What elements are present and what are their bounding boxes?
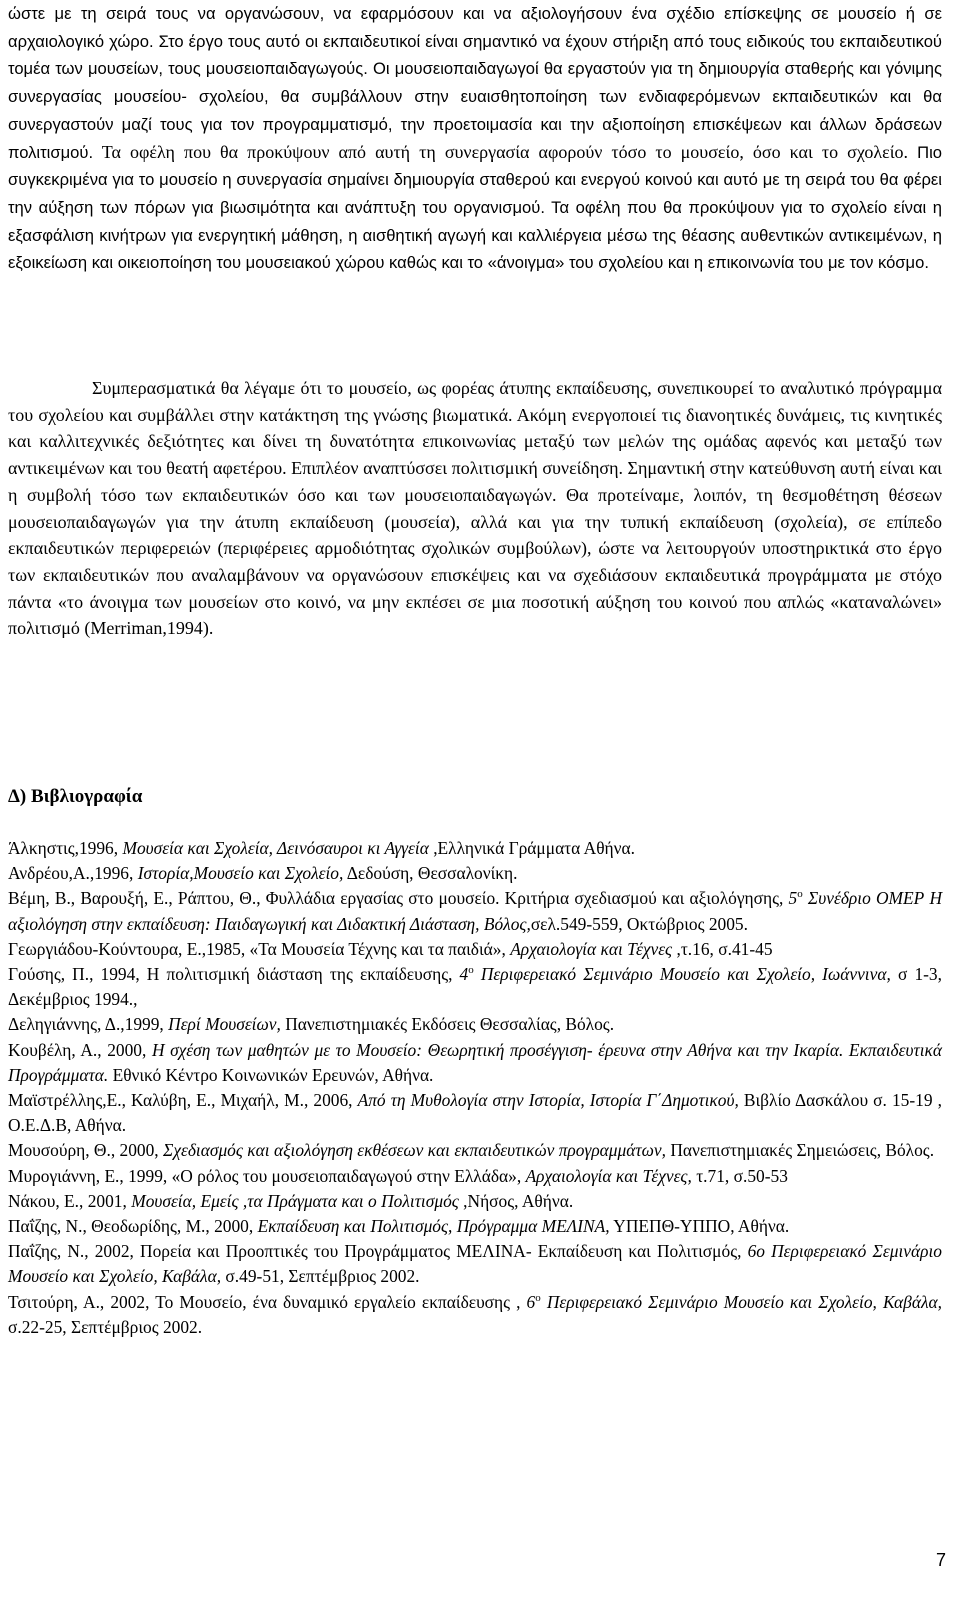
- bibliography-entry-text: Μουσούρη, Θ., 2000,: [8, 1140, 163, 1161]
- bibliography-entry-text: Περιφερειακό Σεμινάριο Μουσείο και Σχολείο, Καβάλα,: [540, 1291, 942, 1312]
- paragraph-text-sans: ώστε με τη σειρά τους να οργανώσουν, να εφαρμόσουν και να αξιολογήσουν ένα σχέδιο επίσκεψης σε μουσείο ή σε αρχαιολογικό χώρο. Στο έργο τους αυτό οι εκπαιδευτικοί είναι σημαντικό να έχουν στήριξη από τους ειδικούς του εκπαιδευτικού τομέα των μουσείων, τους μουσειοπαιδαγωγούς. Οι μουσειοπαιδαγωγοί θα εργαστούν για τη δημιουργία σταθερής και γόνιμης συνεργασίας μουσείου- σχολείου, θα συμβάλλουν στην ευαισθητοποίηση των ενδιαφερόμενων εκπαιδευτικών και θα συνεργαστούν μαζί τους για τον προγραμματισμό, την προετοιμασία και την αξιοποίηση επισκέψεων και άλλων δράσεων πολιτισμού.: [8, 4, 942, 162]
- bibliography-entry-text: ΥΠΕΠΘ-ΥΠΠΟ, Αθήνα.: [609, 1216, 790, 1237]
- bibliography-entry-text: 5: [788, 888, 798, 909]
- bibliography-entry-text: Δεληγιάννης, Δ.,1999,: [8, 1014, 169, 1035]
- paragraph-text-sans-2: Πιο συγκεκριμένα για το μουσείο η συνεργασία σημαίνει δημιουργία σταθερού και ενεργού κοινού και αυτό με τη σειρά του θα φέρει την αύξηση των πόρων για βιωσιμότητα και ανάπτυξη του οργανισμού. Τα οφέλη που θα προκύψουν για το σχολείο είναι η εξασφάλιση κινήτρων για ενεργητική μάθηση, η αισθητική αγωγή και καλλιέργεια μέσω της θέασης αυθεντικών αντικειμένων, η εξοικείωση και οικειοποίηση του μουσειακού χώρου καθώς και το «άνοιγμα» του σχολείου και η επικοινωνία του με τον κόσμο.: [8, 142, 942, 273]
- bibliography-entry-text: Εθνικό Κέντρο Κοινωνικών Ερευνών, Αθήνα.: [108, 1064, 434, 1085]
- bibliography-entry-text: Παΐζης, Ν., Θεοδωρίδης, Μ., 2000,: [8, 1216, 258, 1237]
- paragraph-museum-school-cooperation: [8, 0, 942, 277]
- bibliography-entry-text: Μαϊστρέλλης,Ε., Καλύβη, Ε., Μιχαήλ, Μ., 2006,: [8, 1090, 358, 1111]
- bibliography-entry-text: Περιφερειακό Σεμινάριο Μουσείο και Σχολείο, Ιωάννινα,: [473, 964, 891, 985]
- bibliography-entry-text: Δεδούση, Θεσσαλονίκη.: [343, 863, 518, 884]
- bibliography-entry-text: Μουσεία, Εμείς ,τα Πράγματα και ο Πολιτισμός: [131, 1190, 459, 1211]
- bibliography-entry: [8, 1138, 942, 1163]
- bibliography-entry-text: σελ.549-559, Οκτώβριος 2005.: [530, 913, 748, 934]
- bibliography-entry: [8, 1038, 942, 1088]
- section-heading-bibliography: Δ) Βιβλιογραφία: [8, 786, 143, 807]
- bibliography-entry: [8, 1012, 942, 1037]
- bibliography-entry: [8, 886, 942, 936]
- bibliography-entry: [8, 1189, 942, 1214]
- bibliography-entry-text: Γεωργιάδου-Κούντουρα, Ε.,1985, «Τα Μουσεία Τέχνης και τα παιδιά»,: [8, 938, 511, 959]
- bibliography-entry: [8, 962, 942, 1012]
- bibliography-entry-text: ,Νήσος, Αθήνα.: [458, 1190, 574, 1211]
- bibliography-entry-text: Πανεπιστημιακές Εκδόσεις Θεσσαλίας, Βόλος.: [280, 1014, 615, 1035]
- bibliography-entry-text: Κουβέλη, Α., 2000,: [8, 1039, 152, 1060]
- paragraph-conclusion: Συμπερασματικά θα λέγαμε ότι το μουσείο, ως φορέας άτυπης εκπαίδευσης, συνεπικουρεί το αναλυτικό πρόγραμμα του σχολείου και συμβάλλει στην κατάκτηση της γνώσης βιωματικά. Ακόμη ενεργοποιεί τις διανοητικές δυνάμεις, τις κινητικές και καλλιτεχνικές δεξιότητες και δίνει τη δυνατότητα επικοινωνίας μεταξύ των μελών της ομάδας αφενός και μεταξύ των αντικειμένων και του θεατή αφετέρου. Επιπλέον αναπτύσσει πολιτισμική συνείδηση. Σημαντική στην κατεύθυνση αυτή είναι και η συμβολή τόσο των εκπαιδευτικών όσο και των μουσειοπαιδαγωγών. Θα προτείναμε, λοιπόν, τη θεσμοθέτηση θέσεων μουσειοπαιδαγωγών για την άτυπη εκπαίδευση (μουσεία), αλλά και για την τυπική εκπαίδευση (σχολεία), σε επίπεδο εκπαιδευτικών περιφερειών (περιφέρειες αρμοδιότητας σχολικών συμβούλων), ώστε να λειτουργούν υποστηρικτικά στο έργο των εκπαιδευτικών που αναλαμβάνουν να οργανώσουν επισκέψεις και να σχεδιάσουν εκπαιδευτικά προγράμματα με στόχο πάντα «το άνοιγμα των μουσείων στο κοινό, να μην εκπέσει σε μια ποσοτική αύξηση του κοινού που απλώς «καταναλώνει» πολιτισμό (Merriman,1994).: [8, 378, 942, 639]
- bibliography-entry-text: Περί Μουσείων,: [168, 1014, 281, 1035]
- bibliography-entry: [8, 836, 942, 861]
- bibliography-entry-text: Από τη Μυθολογία στην Ιστορία, Ιστορία Γ΄Δημοτικού,: [357, 1090, 739, 1111]
- bibliography-entry-text: Τσιτούρη, Α., 2002, Το Μουσείο, ένα δυναμικό εργαλείο εκπαίδευσης ,: [8, 1291, 527, 1312]
- bibliography-entry-text: ο: [468, 964, 474, 977]
- bibliography-entry-text: Βιβλίο Δασκάλου σ. 15-19 , Ο.Ε.Δ.Β, Αθήνα.: [8, 1090, 942, 1136]
- bibliography-entry-text: Σχεδιασμός και αξιολόγηση εκθέσεων και εκπαιδευτικών προγραμμάτων,: [163, 1140, 666, 1161]
- bibliography-entry-text: σ 1-3, Δεκέμβριος 1994.,: [8, 964, 942, 1010]
- bibliography-list: [8, 836, 942, 1340]
- bibliography-entry-text: Εκπαίδευση και Πολιτισμός, Πρόγραμμα ΜΕΛΙΝΑ,: [257, 1216, 610, 1237]
- bibliography-entry-text: ,τ.16, σ.41-45: [672, 938, 773, 959]
- bibliography-entry-text: Αρχαιολογία και Τέχνες: [510, 938, 673, 959]
- bibliography-entry-text: 4: [459, 964, 469, 985]
- bibliography-entry-text: Άλκηστις,1996,: [8, 838, 123, 858]
- bibliography-entry-text: Ιστορία,Μουσείο και Σχολείο,: [137, 863, 344, 884]
- bibliography-entry-text: ο: [535, 1291, 541, 1304]
- bibliography-entry: [8, 861, 942, 886]
- bibliography-entry-text: Πανεπιστημιακές Σημειώσεις, Βόλος.: [665, 1140, 935, 1161]
- bibliography-entry-text: 6ο Περιφερειακό Σεμινάριο Μουσείο και Σχολείο, Καβάλα,: [8, 1241, 942, 1287]
- bibliography-entry-text: Μουσεία και Σχολεία, Δεινόσαυροι κι Αγγεία: [122, 838, 429, 858]
- bibliography-entry-text: Νάκου, Ε., 2001,: [8, 1190, 132, 1211]
- bibliography-entry-text: σ.22-25, Σεπτέμβριος 2002.: [8, 1316, 203, 1337]
- bibliography-entry: [8, 937, 942, 962]
- page-number: 7: [935, 1550, 946, 1570]
- bibliography-entry-text: Μυρογιάννη, Ε., 1999, «Ο ρόλος του μουσειοπαιδαγωγού στην Ελλάδα»,: [8, 1165, 526, 1186]
- paragraph-text-serif: Τα οφέλη που θα προκύψουν από αυτή τη συνεργασία αφορούν τόσο το μουσείο, όσο και το σχολείο.: [101, 141, 918, 162]
- bibliography-entry-text: 6: [526, 1291, 536, 1312]
- bibliography-entry: [8, 1088, 942, 1138]
- bibliography-entry: [8, 1290, 942, 1340]
- bibliography-entry-text: Γούσης, Π., 1994, Η πολιτισμική διάσταση της εκπαίδευσης,: [8, 964, 460, 985]
- bibliography-entry-text: Βέμη, Β., Βαρουξή, Ε., Ράπτου, Θ., Φυλλάδια εργασίας στο μουσείο. Κριτήρια σχεδιασμού και αξιολόγησης,: [8, 888, 789, 909]
- bibliography-entry-text: Παΐζης, Ν., 2002, Πορεία και Προοπτικές του Προγράμματος ΜΕΛΙΝΑ- Εκπαίδευση και Πολιτισμός,: [8, 1241, 748, 1262]
- bibliography-entry-text: Αρχαιολογία και Τέχνες,: [525, 1165, 692, 1186]
- bibliography-entry: [8, 1164, 942, 1189]
- bibliography-entry-text: Η σχέση των μαθητών με το Μουσείο: Θεωρητική προσέγγιση- έρευνα στην Αθήνα και την Ικαρία. Εκπαιδευτικά Προγράμματα.: [8, 1039, 942, 1085]
- bibliography-entry-text: τ.71, σ.50-53: [691, 1165, 788, 1186]
- bibliography-entry-text: Συνέδριο ΟΜΕΡ Η αξιολόγηση στην εκπαίδευση: Παιδαγωγική και Διδακτική Διάσταση, Βόλος,: [8, 888, 943, 934]
- bibliography-entry-text: ,Ελληνικά Γράμματα Αθήνα.: [428, 838, 635, 858]
- bibliography-entry-text: Ανδρέου,Α.,1996,: [8, 863, 138, 884]
- bibliography-entry-text: σ.49-51, Σεπτέμβριος 2002.: [221, 1266, 420, 1287]
- bibliography-entry-text: ο: [797, 888, 803, 901]
- bibliography-entry: [8, 1239, 942, 1289]
- bibliography-entry: [8, 1214, 942, 1239]
